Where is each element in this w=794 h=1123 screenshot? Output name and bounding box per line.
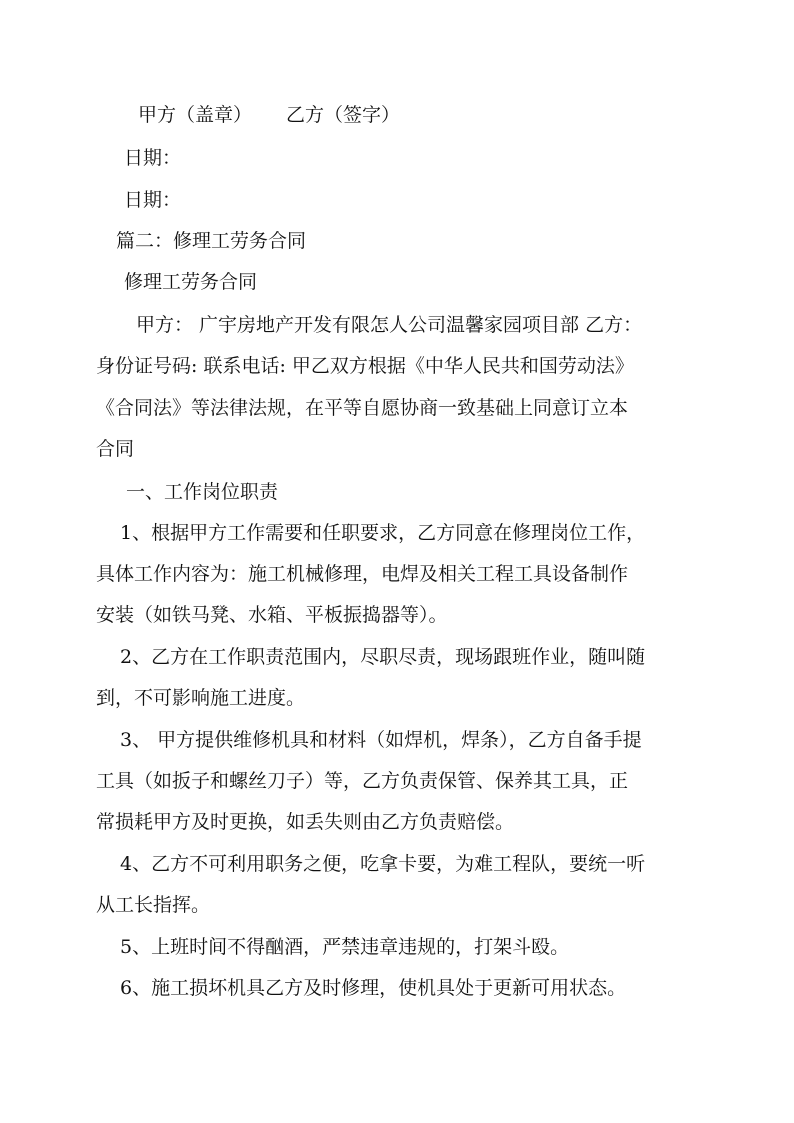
item-2-line-1: 2、乙方在工作职责范围内，尽职尽责，现场跟班作业，随叫随 [120, 646, 646, 668]
item-6: 6、施工损坏机具乙方及时修理，使机具处于更新可用状态。 [120, 977, 627, 999]
article-1-heading: 一、工作岗位职责 [126, 481, 279, 503]
date-label-1: 日期： [124, 147, 182, 169]
item-3-line-2: 工具（如扳子和螺丝刀子）等，乙方负责保管、保养其工具，正 [96, 770, 629, 792]
date-label-2: 日期： [124, 189, 182, 211]
intro-line-1: 甲方： 广宇房地产开发有限怎人公司温馨家园项目部 乙方： [136, 314, 643, 336]
intro-line-4: 合同 [96, 438, 135, 460]
item-1-line-1: 1、根据甲方工作需要和任职要求，乙方同意在修理岗位工作， [120, 522, 646, 544]
item-4-line-1: 4、乙方不可利用职务之便，吃拿卡要，为难工程队，要统一听 [120, 853, 646, 875]
intro-line-3: 《合同法》等法律法规，在平等自愿协商一致基础上同意订立本 [96, 397, 629, 419]
item-1-line-3: 安装（如铁马凳、水箱、平板振捣器等）。 [96, 604, 448, 626]
section-heading: 篇二：修理工劳务合同 [116, 230, 307, 252]
item-2-line-2: 到，不可影响施工进度。 [96, 687, 306, 709]
contract-title: 修理工劳务合同 [124, 271, 258, 293]
item-5: 5、上班时间不得酗酒，严禁违章违规的，打架斗殴。 [120, 936, 570, 958]
item-3-line-1: 3、 甲方提供维修机具和材料（如焊机，焊条），乙方自备手提 [120, 729, 642, 751]
intro-line-2: 身份证号码: 联系电话: 甲乙双方根据《中华人民共和国劳动法》 [96, 355, 634, 377]
item-4-line-2: 从工长指挥。 [96, 894, 211, 916]
item-3-line-3: 常损耗甲方及时更换，如丢失则由乙方负责赔偿。 [96, 811, 515, 833]
party-a-seal-label: 甲方（盖章） [138, 104, 253, 126]
party-b-signature-label: 乙方（签字） [286, 104, 401, 126]
item-1-line-2: 具体工作内容为：施工机械修理，电焊及相关工程工具设备制作 [96, 563, 629, 585]
